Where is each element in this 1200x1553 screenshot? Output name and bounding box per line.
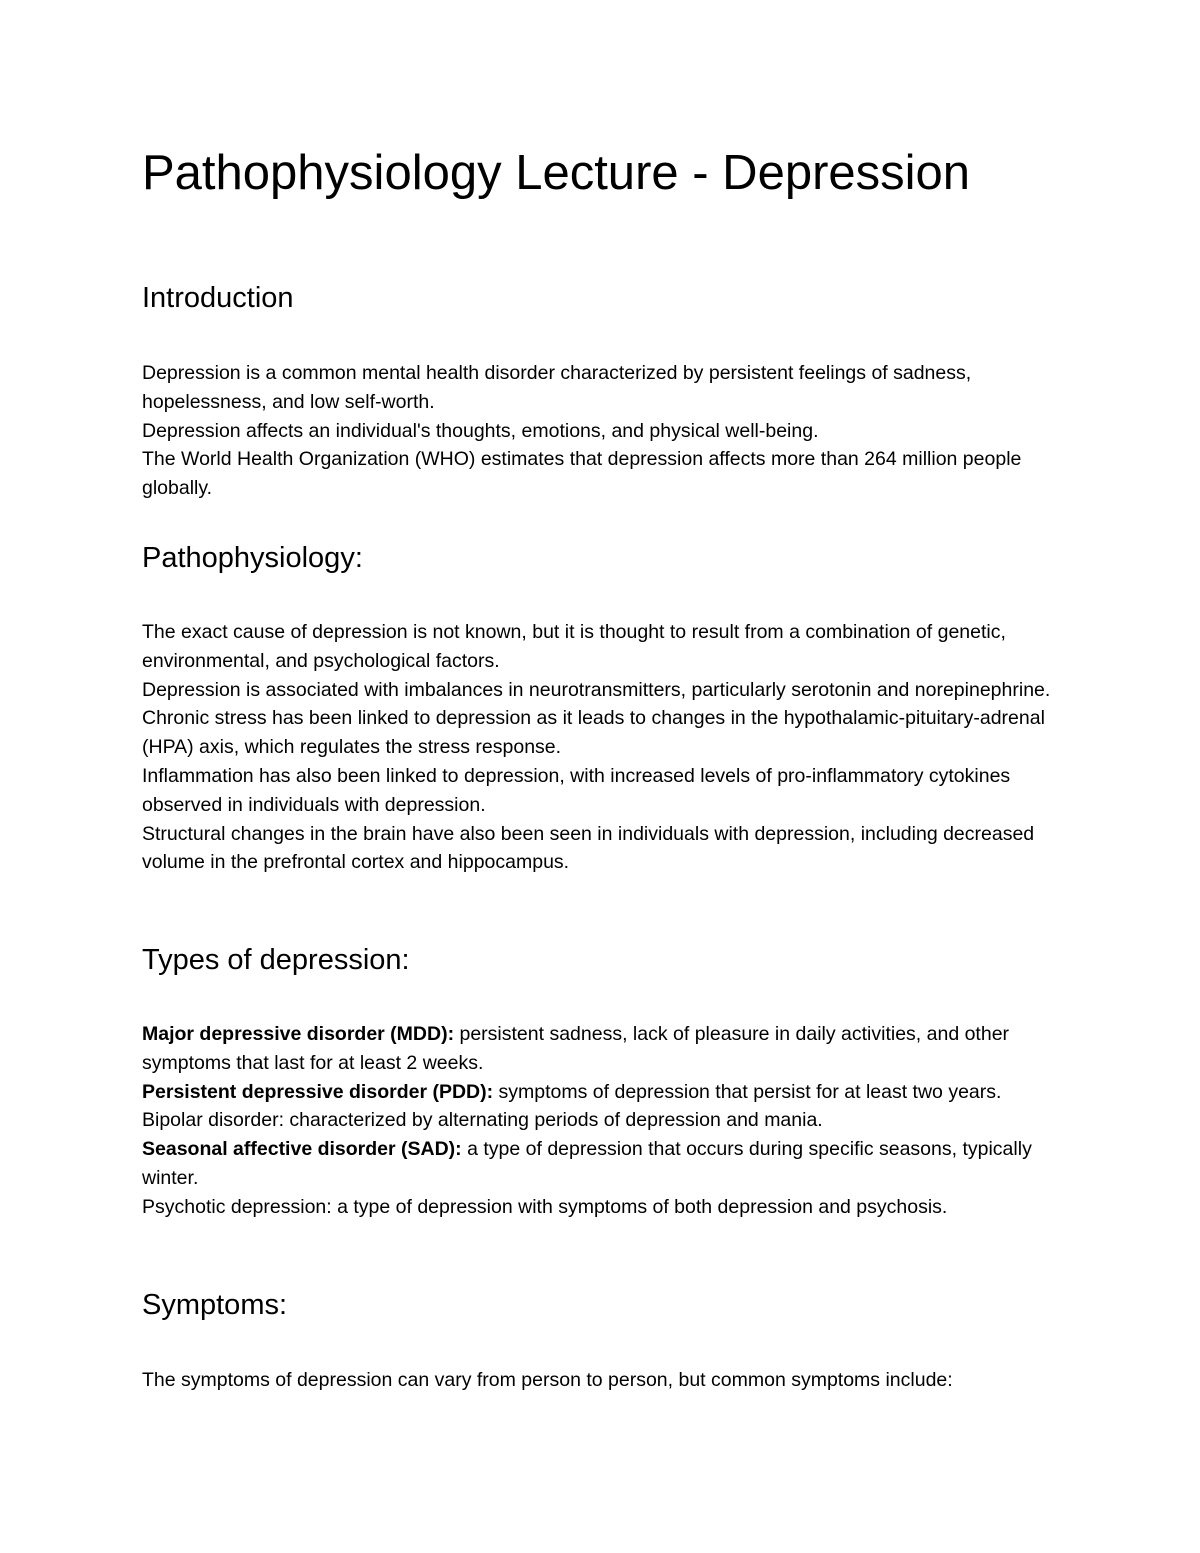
term: Major depressive disorder (MDD): <box>142 1023 455 1045</box>
section-body-pathophysiology <box>142 618 1072 877</box>
definition: persistent sadness, lack of pleasure in daily activities, and other symptoms that last for at least 2 weeks. <box>142 1023 1010 1074</box>
list-item <box>142 1193 1072 1222</box>
definition: Bipolar disorder: characterized by alternating periods of depression and mania. <box>142 1109 823 1132</box>
section-heading-symptoms: Symptoms: <box>142 1289 288 1321</box>
definition: Psychotic depression: a type of depression with symptoms of both depression and psychosis. <box>142 1195 948 1218</box>
section-body-types <box>142 1020 1072 1222</box>
definition: symptoms of depression that persist for at least two years. <box>493 1080 1002 1103</box>
section-body-introduction <box>142 359 1072 503</box>
paragraph: The exact cause of depression is not known, but it is thought to result from a combination of genetic, environmental, and psychological factors. <box>142 621 1006 672</box>
paragraph: Chronic stress has been linked to depression as it leads to changes in the hypothalamic-pituitary-adrenal (HPA) axis, which regulates the stress response. <box>142 707 1045 759</box>
section-heading-pathophysiology: Pathophysiology: <box>142 542 363 574</box>
term: Persistent depressive disorder (PDD): <box>142 1080 494 1103</box>
paragraph: Depression affects an individual's thoughts, emotions, and physical well-being. <box>142 419 819 442</box>
paragraph: Inflammation has also been linked to depression, with increased levels of pro-inflammatory cytokines observed in individuals with depression. <box>142 764 1011 816</box>
term: Seasonal affective disorder (SAD): <box>142 1138 462 1161</box>
paragraph: Depression is a common mental health disorder characterized by persistent feelings of sadness, hopelessness, and low self-worth. <box>142 362 972 413</box>
section-heading-introduction: Introduction <box>142 282 294 314</box>
list-item <box>142 1020 1072 1078</box>
document-title: Pathophysiology Lecture - Depression <box>142 146 971 200</box>
section-heading-types: Types of depression: <box>142 944 410 976</box>
definition: a type of depression that occurs during specific seasons, typically winter. <box>142 1138 1032 1189</box>
paragraph: Structural changes in the brain have also been seen in individuals with depression, including decreased volume in the prefrontal cortex and hippocampus. <box>142 822 1035 874</box>
section-body-symptoms <box>142 1366 1072 1395</box>
list-item <box>142 1078 1072 1107</box>
paragraph: The World Health Organization (WHO) estimates that depression affects more than 264 million people globally. <box>142 448 1022 500</box>
paragraph: The symptoms of depression can vary from person to person, but common symptoms include: <box>142 1369 953 1391</box>
list-item <box>142 1135 1072 1193</box>
list-item <box>142 1106 1072 1135</box>
paragraph: Depression is associated with imbalances in neurotransmitters, particularly serotonin and norepinephrine. <box>142 678 1051 701</box>
